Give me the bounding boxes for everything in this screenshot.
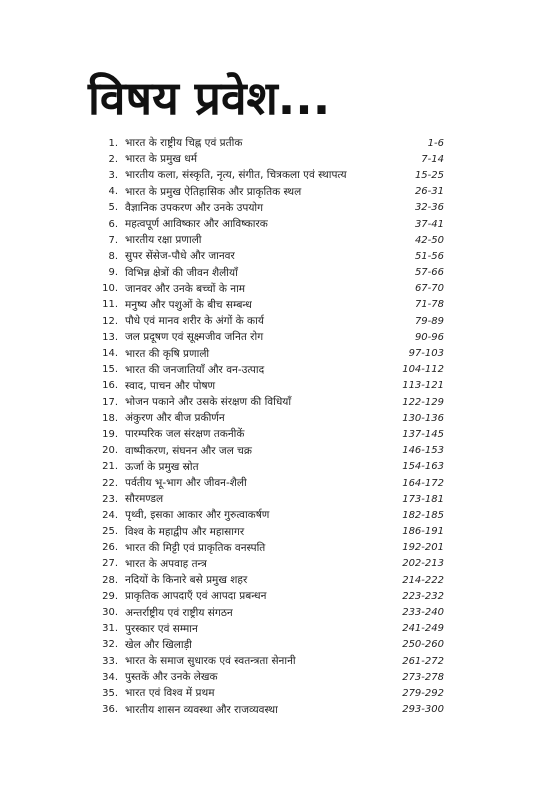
toc-entry-pages: 146-153 [402,445,444,457]
toc-entry-pages: 137-145 [402,428,444,440]
page-title: विषय प्रवेश... [88,71,331,125]
toc-entry-number: 24. [102,509,118,521]
toc-entry-pages: 293-300 [402,704,444,716]
toc-entry-title: प्राकृतिक आपदाएँ एवं आपदा प्रबन्धन [125,590,267,603]
toc-entry-number: 16. [102,380,118,392]
toc-entry-title: भारत की जनजातियाँ और वन-उत्पाद [125,363,265,376]
toc-entry-number: 29. [102,590,118,602]
toc-entry-number: 31. [102,623,118,635]
toc-entry-number: 3. [108,169,118,181]
toc-entry-number: 17. [102,396,118,408]
toc-entry-pages: 57-66 [414,267,444,279]
toc-entry-title: पर्वतीय भू-भाग और जीवन-शैली [125,477,247,490]
toc-entry [96,507,444,523]
toc-entry-title: विभिन्न क्षेत्रों की जीवन शैलीयाँ [125,266,238,279]
toc-entry-pages: 273-278 [402,671,444,683]
toc-entry-number: 9. [108,267,118,279]
toc-entry-title: जल प्रदूषण एवं सूक्ष्मजीव जनित रोग [125,331,264,344]
toc-entry-number: 11. [102,299,118,311]
toc-entry-title: वैज्ञानिक उपकरण और उनके उपयोग [125,201,264,214]
toc-entry-title: सौरमण्डल [125,493,164,506]
toc-entry [96,588,444,604]
toc-entry-number: 25. [102,526,118,538]
toc-entry-pages: 97-103 [408,348,444,360]
toc-entry-title: ऊर्जा के प्रमुख स्रोत [125,460,199,473]
toc-entry-pages: 241-249 [402,623,444,635]
toc-entry [96,281,444,297]
toc-entry-title: पुस्तकें और उनके लेखक [125,671,218,684]
toc-entry-pages: 214-222 [402,574,444,586]
toc-entry [96,556,444,572]
toc-entry-number: 8. [108,250,118,262]
toc-entry-pages: 250-260 [402,639,444,651]
toc-entry-number: 18. [102,412,118,424]
toc-entry-number: 5. [108,202,118,214]
toc-entry-number: 2. [108,153,118,165]
toc-entry [96,572,444,588]
toc-entry-number: 27. [102,558,118,570]
toc-entry-pages: 233-240 [402,607,444,619]
toc-entry-pages: 261-272 [402,655,444,667]
toc-entry-pages: 1-6 [427,137,444,149]
toc-entry-number: 22. [102,477,118,489]
toc-entry-pages: 26-31 [414,186,444,198]
toc-entry-number: 34. [102,671,118,683]
toc-entry-title: भारत के राष्ट्रीय चिह्न एवं प्रतीक [125,137,243,150]
toc-entry [96,394,444,410]
toc-entry-title: महत्वपूर्ण आविष्कार और आविष्कारक [125,218,268,231]
toc-entry-number: 28. [102,574,118,586]
toc-entry-number: 32. [102,639,118,651]
toc-entry-pages: 164-172 [402,477,444,489]
toc-entry-pages: 223-232 [402,590,444,602]
toc-entry [96,378,444,394]
toc-entry-title: भारत की कृषि प्रणाली [125,347,210,360]
toc-entry [96,345,444,361]
toc-entry-title: भारत एवं विश्व में प्रथम [125,687,215,700]
toc-entry [96,491,444,507]
toc-entry-number: 23. [102,493,118,505]
toc-entry [96,459,444,475]
toc-entry [96,669,444,685]
toc-entry [96,297,444,313]
toc-entry-pages: 104-112 [402,364,444,376]
toc-entry-title: अंकुरण और बीज प्रकीर्णन [125,412,225,425]
toc-entry-pages: 192-201 [402,542,444,554]
toc-entry-pages: 79-89 [414,315,444,327]
toc-entry-pages: 42-50 [414,234,444,246]
toc-entry-title: भारत के प्रमुख ऐतिहासिक और प्राकृतिक स्थल [125,185,302,198]
toc-entry [96,410,444,426]
toc-entry-pages: 182-185 [402,509,444,521]
toc-entry-number: 6. [108,218,118,230]
toc-entry-number: 10. [102,283,118,295]
toc-entry-number: 21. [102,461,118,473]
toc-entry-number: 35. [102,687,118,699]
toc-entry-title: नदियों के किनारे बसे प्रमुख शहर [125,574,248,587]
toc-entry-title: स्वाद, पाचन और पोषण [125,379,216,392]
toc-entry-pages: 15-25 [414,169,444,181]
table-of-contents [96,135,444,718]
toc-entry [96,604,444,620]
toc-entry-pages: 67-70 [414,283,444,295]
toc-entry [96,184,444,200]
toc-entry [96,702,444,718]
toc-entry-title: खेल और खिलाड़ी [125,638,192,651]
toc-entry [96,151,444,167]
toc-entry-title: भारतीय रक्षा प्रणाली [125,234,202,247]
toc-entry [96,329,444,345]
toc-entry [96,313,444,329]
toc-entry-pages: 7-14 [421,153,444,165]
toc-entry-number: 33. [102,655,118,667]
toc-entry [96,524,444,540]
toc-entry-title: विश्व के महाद्वीप और महासागर [125,525,245,538]
toc-entry-number: 1. [108,137,118,149]
toc-entry-title: पुरस्कार एवं सम्मान [125,622,198,635]
toc-entry [96,232,444,248]
toc-entry-pages: 113-121 [402,380,444,392]
toc-entry [96,621,444,637]
toc-entry [96,216,444,232]
toc-entry [96,248,444,264]
toc-entry-title: भारत के प्रमुख धर्म [125,153,198,166]
toc-entry-title: पृथ्वी, इसका आकार और गुरुत्वाकर्षण [125,509,270,522]
toc-entry-title: मनुष्य और पशुओं के बीच सम्बन्ध [125,298,252,311]
toc-entry [96,685,444,701]
toc-entry-title: सुपर सेंसेज-पौधे और जानवर [125,250,235,263]
toc-entry-title: भोजन पकाने और उसके संरक्षण की विधियाँ [125,396,292,409]
toc-entry [96,653,444,669]
toc-entry-pages: 51-56 [414,250,444,262]
toc-entry [96,540,444,556]
toc-entry [96,475,444,491]
toc-entry-number: 15. [102,364,118,376]
toc-entry-pages: 37-41 [414,218,444,230]
toc-entry [96,426,444,442]
toc-entry [96,265,444,281]
toc-entry-title: पारम्परिक जल संरक्षण तकनीकें [125,428,245,441]
toc-entry [96,637,444,653]
toc-entry-number: 7. [108,234,118,246]
toc-entry-title: भारतीय कला, संस्कृति, नृत्य, संगीत, चित्रकला एवं स्थापत्य [125,169,347,182]
toc-entry-pages: 90-96 [414,331,444,343]
toc-entry [96,135,444,151]
toc-entry-pages: 202-213 [402,558,444,570]
toc-entry [96,200,444,216]
toc-entry-pages: 279-292 [402,687,444,699]
toc-entry-title: वाष्पीकरण, संघनन और जल चक्र [125,444,252,457]
toc-entry-title: भारत के अपवाह तन्त्र [125,557,207,570]
toc-entry-number: 30. [102,607,118,619]
toc-entry-title: भारत के समाज सुधारक एवं स्वतन्त्रता सेनानी [125,655,296,668]
toc-entry-title: पौधे एवं मानव शरीर के अंगों के कार्य [125,315,264,328]
toc-entry-title: भारत की मिट्टी एवं प्राकृतिक वनस्पति [125,541,266,554]
toc-entry-pages: 173-181 [402,493,444,505]
toc-entry-number: 20. [102,445,118,457]
toc-entry-pages: 186-191 [402,526,444,538]
toc-entry-pages: 71-78 [414,299,444,311]
toc-entry-number: 12. [102,315,118,327]
toc-entry-number: 19. [102,428,118,440]
toc-entry-number: 14. [102,348,118,360]
toc-entry-number: 36. [102,704,118,716]
toc-entry [96,362,444,378]
toc-entry-number: 4. [108,186,118,198]
toc-entry-number: 13. [102,331,118,343]
toc-entry [96,443,444,459]
toc-entry-pages: 154-163 [402,461,444,473]
toc-entry-title: जानवर और उनके बच्चों के नाम [125,282,246,295]
toc-entry-number: 26. [102,542,118,554]
toc-entry-title: अन्तर्राष्ट्रीय एवं राष्ट्रीय संगठन [125,606,233,619]
toc-entry-pages: 122-129 [402,396,444,408]
toc-entry [96,167,444,183]
toc-entry-pages: 32-36 [414,202,444,214]
toc-entry-title: भारतीय शासन व्यवस्था और राजव्यवस्था [125,703,278,716]
toc-entry-pages: 130-136 [402,412,444,424]
